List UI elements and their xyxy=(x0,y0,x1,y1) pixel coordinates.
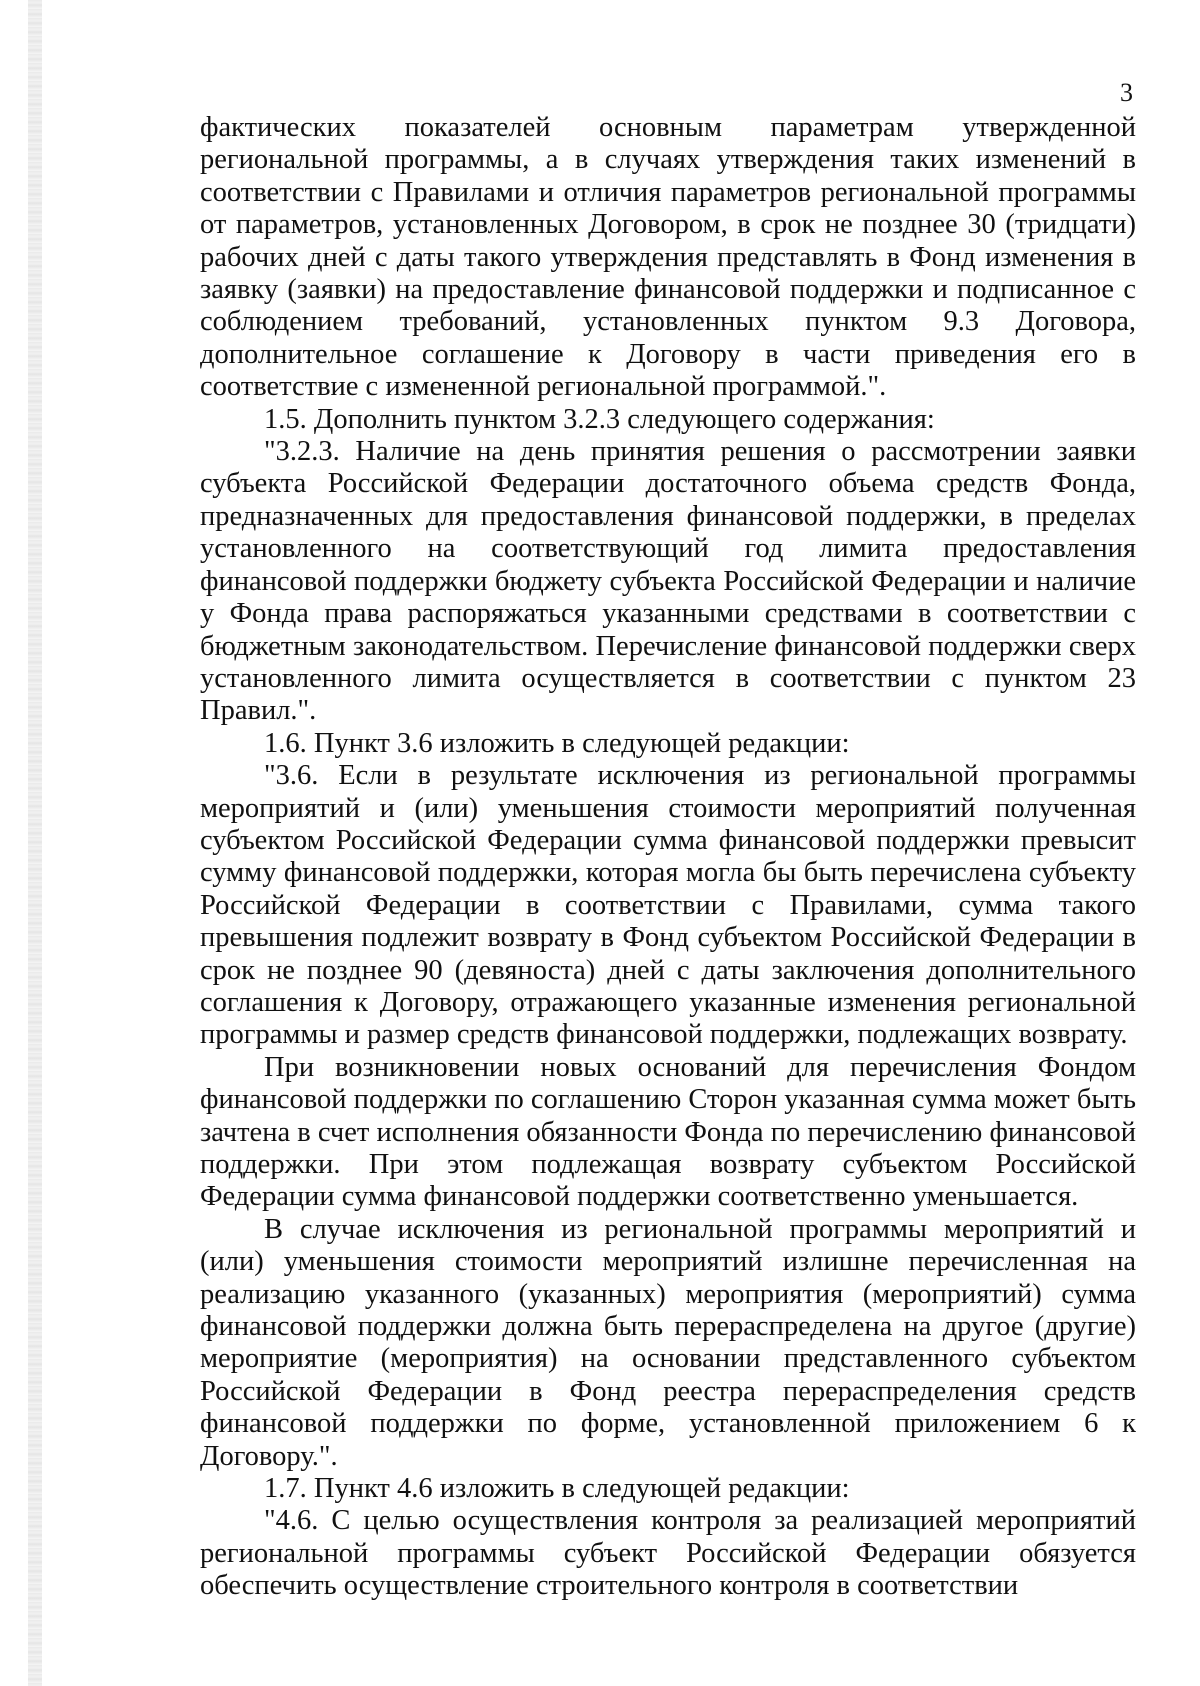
page-number: 3 xyxy=(1120,78,1133,107)
paragraph-item-1-6: 1.6. Пункт 3.6 изложить в следующей редакции: xyxy=(264,727,850,759)
paragraph-item-1-5: 1.5. Дополнить пунктом 3.2.3 следующего содержания: xyxy=(264,403,935,435)
paragraph-continuation: фактических показателей основным параметрам утвержденной региональной программы, а в случаях утверждения таких изменений в соответствии с Правилами и отличия параметров региональной программы от параметров, установленных Договором, в срок не позднее 30 (тридцати) рабочих дней с даты такого утверждения представлять в Фонд изменения в заявку (заявки) на предоставление финансовой поддержки и подписанное с соблюдением требований, установленных пунктом 9.3 Договора, дополнительное соглашение к Договору в части приведения его в соответствие с измененной региональной программой.". xyxy=(200,112,1136,403)
paragraph-clause-3-6: "3.6. Если в результате исключения из региональной программы мероприятий и (или) уменьшения стоимости мероприятий полученная субъектом Российской Федерации сумма финансовой поддержки превысит сумму финансовой поддержки, которая могла бы быть перечислена субъекту Российской Федерации в соответствии с Правилами, сумма такого превышения подлежит возврату в Фонд субъектом Российской Федерации в срок не позднее 90 (девяноста) дней с даты заключения дополнительного соглашения к Договору, отражающего указанные изменения региональной программы и размер средств финансовой поддержки, подлежащих возврату. xyxy=(200,760,1136,1051)
paragraph-redistribution-provision: В случае исключения из региональной программы мероприятий и (или) уменьшения стоимости мероприятий излишне перечисленная на реализацию указанного (указанных) мероприятия (мероприятий) сумма финансовой поддержки должна быть перераспределена на другое (другие) мероприятие (мероприятия) на основании представленного субъектом Российской Федерации в Фонд реестра перераспределения средств финансовой поддержки по форме, установленной приложением 6 к Договору.". xyxy=(200,1213,1136,1472)
paragraph-offset-provision: При возникновении новых оснований для перечисления Фондом финансовой поддержки по соглашению Сторон указанная сумма может быть зачтена в счет исполнения обязанности Фонда по перечислению финансовой поддержки. При этом подлежащая возврату субъектом Российской Федерации сумма финансовой поддержки соответственно уменьшается. xyxy=(200,1051,1136,1213)
paragraph-clause-3-2-3: "3.2.3. Наличие на день принятия решения о рассмотрении заявки субъекта Российской Федерации достаточного объема средств Фонда, предназначенных для предоставления финансовой поддержки, в пределах установленного на соответствующий год лимита предоставления финансовой поддержки бюджету субъекта Российской Федерации и наличие у Фонда права распоряжаться указанными средствами в соответствии с бюджетным законодательством. Перечисление финансовой поддержки сверх установленного лимита осуществляется в соответствии с пунктом 23 Правил.". xyxy=(200,436,1136,727)
document-body xyxy=(200,112,1136,1603)
scan-edge-shading xyxy=(28,0,42,1686)
paragraph-clause-4-6: "4.6. С целью осуществления контроля за реализацией мероприятий региональной программы субъект Российской Федерации обязуется обеспечить осуществление строительного контроля в соответствии xyxy=(200,1505,1136,1602)
paragraph-item-1-7: 1.7. Пункт 4.6 изложить в следующей редакции: xyxy=(264,1473,850,1505)
